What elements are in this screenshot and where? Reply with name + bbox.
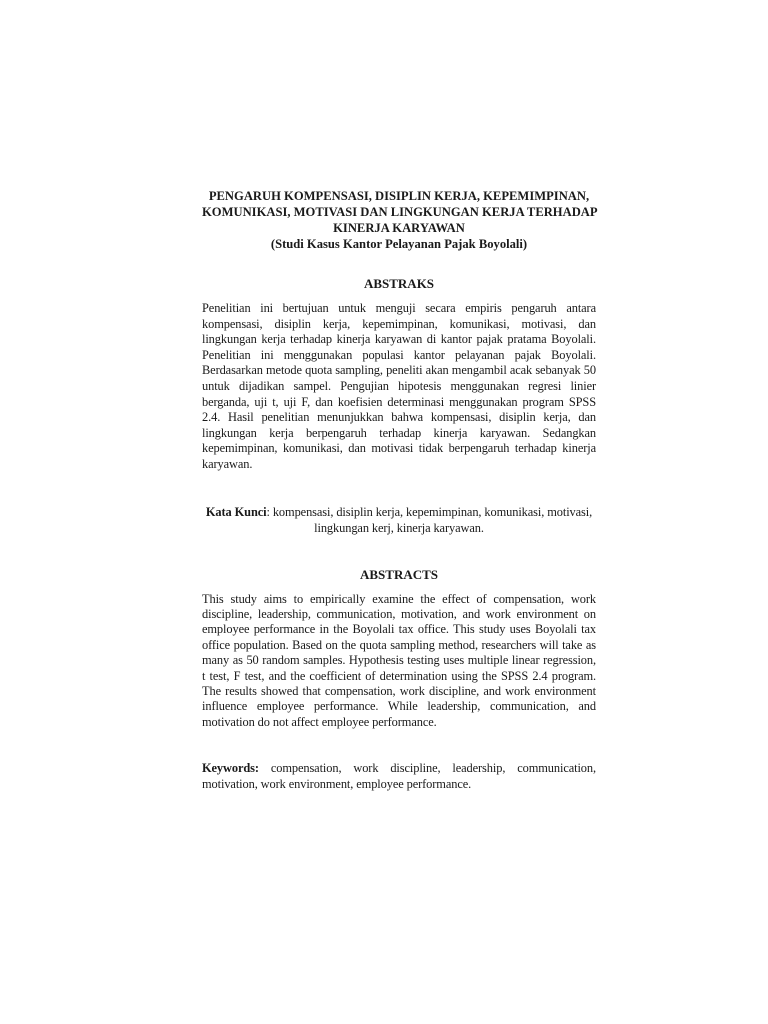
page-content bbox=[202, 188, 596, 792]
paper-title bbox=[202, 188, 596, 252]
keywords-label: Keywords: bbox=[202, 761, 259, 776]
abstract-body: This study aims to empirically examine the effect of compensation, work discipline, leadership, communication, motivation, and work environment on employee performance in the Boyolali tax office. This study uses Boyolali tax office population. Based on the quota sampling method, researchers will take as many as 50 random samples. Hypothesis testing uses multiple linear regression, t test, F test, and the coefficient of determination using the SPSS 2.4 program. The results showed that compensation, work discipline, and work environment influence employee performance. While leadership, communication, and motivation do not affect employee performance. bbox=[202, 591, 596, 729]
title-line-1: PENGARUH KOMPENSASI, DISIPLIN KERJA, KEPEMIMPINAN, bbox=[208, 189, 590, 203]
kata-kunci-text: : kompensasi, disiplin kerja, kepemimpinan, komunikasi, motivasi, lingkungan kerj, kinerja karyawan. bbox=[266, 504, 593, 535]
title-line-3: KINERJA KARYAWAN bbox=[333, 221, 465, 235]
keywords-text: compensation, work discipline, leadership, communication, motivation, work environment, employee performance. bbox=[202, 761, 596, 792]
keywords bbox=[202, 760, 596, 792]
kata-kunci bbox=[202, 504, 596, 536]
title-line-2: KOMUNIKASI, MOTIVASI DAN LINGKUNGAN KERJA TERHADAP bbox=[202, 205, 598, 219]
abstrak-body: Penelitian ini bertujuan untuk menguji secara empiris pengaruh antara kompensasi, disiplin kerja, kepemimpinan, komunikasi, motivasi, dan lingkungan kerja terhadap kinerja karyawan di kantor pajak pratama Boyolali. Penelitian ini menggunakan populasi kantor pelayanan pajak Boyolali. Berdasarkan metode quota sampling, peneliti akan mengambil acak sebanyak 50 untuk dijadikan sampel. Pengujian hipotesis menggunakan regresi linier berganda, uji t, uji F, dan koefisien determinasi menggunakan program SPSS 2.4. Hasil penelitian menunjukkan bahwa kompensasi, disiplin kerja, dan lingkungan kerja berpengaruh terhadap kinerja karyawan. Sedangkan kepemimpinan, komunikasi, dan motivasi tidak berpengaruh terhadap kinerja karyawan. bbox=[202, 301, 596, 471]
abstrak-heading: ABSTRAKS bbox=[363, 276, 435, 291]
title-subtitle: (Studi Kasus Kantor Pelayanan Pajak Boyolali) bbox=[270, 237, 528, 251]
kata-kunci-label: Kata Kunci bbox=[205, 504, 267, 519]
abstract-heading: ABSTRACTS bbox=[359, 566, 439, 582]
